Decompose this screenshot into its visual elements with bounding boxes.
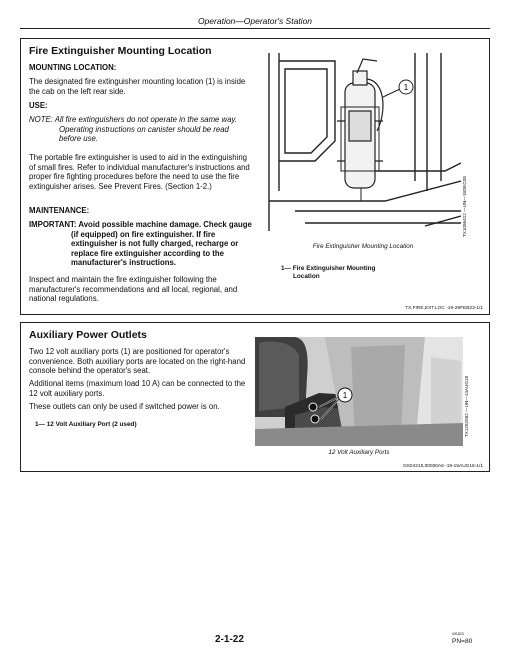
maintenance-text: Inspect and maintain the fire extinguisher following the manufacturer's recommendations and all local, regional, and national regulations.	[29, 275, 238, 304]
fire-extinguisher-section	[20, 38, 490, 315]
use-text: The portable fire extinguisher is used to aid in the extinguishing of small fires. Refer to individual manufacturer's instructions and proper fire fighting procedures before the need to use the fire extinguisher arises. See Prevent Fires. (Section 1-2.)	[29, 153, 250, 191]
reference-code: TX,FIRE,EXT,LOC -19-29FEB23-1/1	[405, 306, 483, 311]
footer-code: 091823	[452, 632, 464, 636]
aux-text-2: Additional items (maximum load 10 A) can be connected to the 12 volt auxiliary ports.	[29, 379, 246, 398]
auxiliary-ports-photo	[255, 337, 463, 446]
use-heading: USE:	[29, 101, 48, 110]
section-title: Auxiliary Power Outlets	[29, 329, 147, 341]
callout-number: 1	[342, 391, 348, 400]
maintenance-heading: MAINTENANCE:	[29, 206, 90, 215]
callout-number: 1	[403, 83, 409, 92]
figure-caption: Fire Extinguisher Mounting Location	[312, 243, 414, 250]
fire-extinguisher-photo	[265, 51, 461, 238]
important-text: IMPORTANT: Avoid possible machine damage. Check gauge (if equipped) on fire extinguisher. If fire extinguisher is not fully charged, recharge or replace fire extinguisher according to the manufacturer's instructions.	[29, 220, 252, 268]
reference-code: DS04215,00000A6 -19-15AUG18-1/1	[403, 464, 483, 469]
figure-legend: 1— Fire Extinguisher Mounting Location	[281, 265, 376, 280]
figure-caption: 12 Volt Auxiliary Ports	[328, 449, 390, 456]
figure-id: TX1262582 —UN—14AUG18	[464, 375, 469, 437]
mounting-text: The designated fire extinguisher mounting location (1) is inside the cab on the left rear side.	[29, 77, 246, 96]
section-title: Fire Extinguisher Mounting Location	[29, 45, 212, 57]
aux-text-3: These outlets can only be used if switched power is on.	[29, 402, 220, 411]
page-number: 2-1-22	[215, 634, 244, 645]
page-header: Operation—Operator's Station	[20, 16, 490, 29]
mounting-heading: MOUNTING LOCATION:	[29, 63, 117, 72]
aux-text-1: Two 12 volt auxiliary ports (1) are positioned for operator's convenience. Both auxiliary ports are located on the right-hand console behind the operator's seat.	[29, 347, 246, 376]
figure-legend: 1— 12 Volt Auxiliary Port (2 used)	[35, 421, 137, 428]
auxiliary-power-section	[20, 322, 490, 472]
page-pn: PN=80	[452, 638, 473, 645]
figure-id: TX1056422 —UN—18DEC08	[462, 176, 467, 237]
note-text: NOTE: All fire extinguishers do not operate in the same way. Operating instructions on canister should be read before use.	[29, 115, 238, 144]
